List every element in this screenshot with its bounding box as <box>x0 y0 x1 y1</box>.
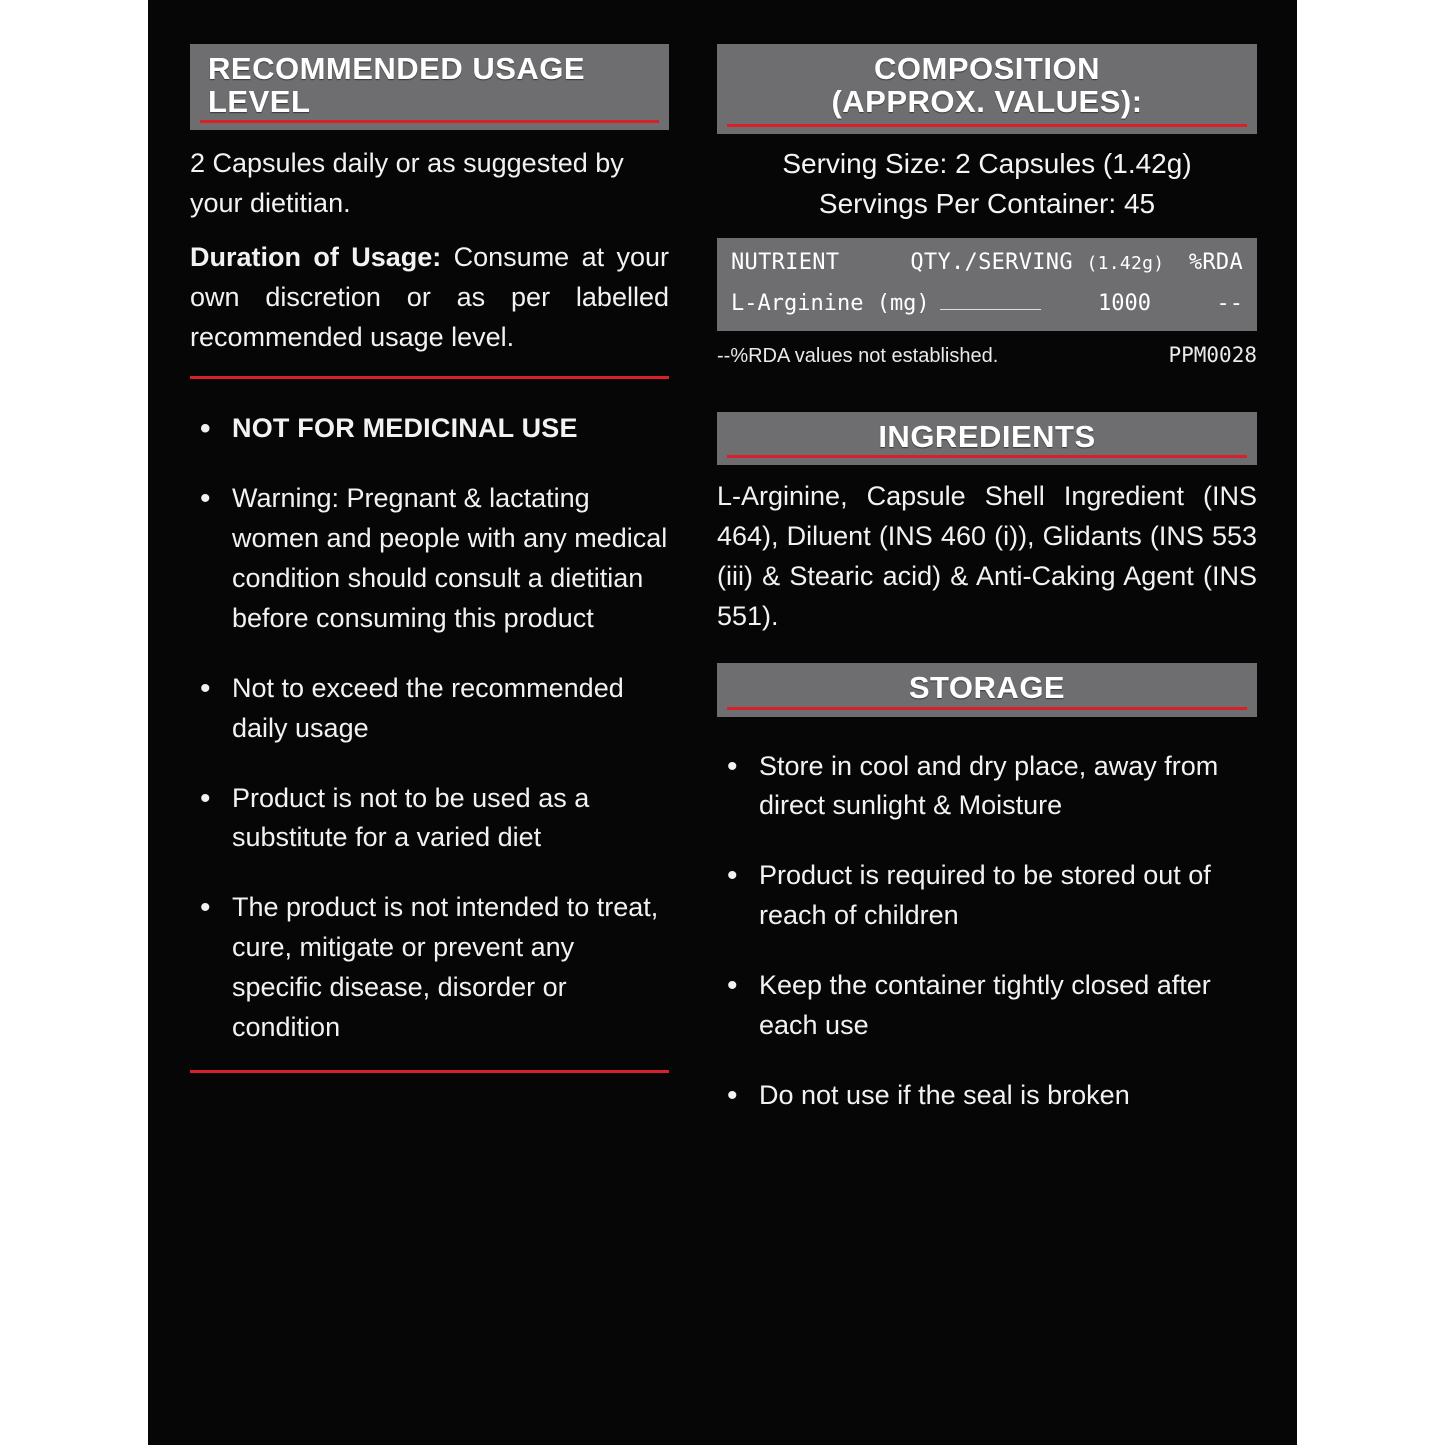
label-columns <box>148 0 1297 1445</box>
row-rda: -- <box>1216 290 1243 316</box>
warning-list <box>190 409 669 1048</box>
supplement-label-panel <box>148 0 1297 1445</box>
composition-title-line2: (APPROX. VALUES): <box>831 83 1143 119</box>
spacer <box>717 368 1257 412</box>
left-column <box>190 44 677 1415</box>
serving-info <box>717 144 1257 224</box>
table-footnote-row <box>717 343 1257 368</box>
spacer <box>717 637 1257 663</box>
list-item: • Not to exceed the recommended daily usage <box>190 669 669 749</box>
header-underline <box>727 124 1247 127</box>
right-column <box>717 44 1257 1415</box>
row-nutrient-name: L-Arginine (mg) <box>731 290 930 316</box>
divider-rule-top <box>190 376 669 379</box>
recommended-usage-title: RECOMMENDED USAGE LEVEL <box>208 51 586 119</box>
ingredients-text: L-Arginine, Capsule Shell Ingredient (INS 464), Diluent (INS 460 (i)), Glidants (INS 553 (iii) & Stearic acid) & Anti-Caking Agent (INS 551). <box>717 481 1257 631</box>
storage-header <box>717 663 1257 717</box>
header-underline <box>727 455 1247 458</box>
nutrient-table <box>717 238 1257 331</box>
duration-text: Consume at your own discretion or as per labelled recommended usage level. <box>190 242 669 352</box>
duration-paragraph <box>190 238 669 358</box>
product-code: PPM0028 <box>1168 342 1257 367</box>
recommended-usage-header <box>190 44 669 130</box>
composition-title-line1: COMPOSITION <box>874 51 1100 86</box>
composition-header <box>717 44 1257 134</box>
column-header-qty-label: QTY./SERVING <box>910 249 1073 275</box>
table-header-row <box>731 250 1243 275</box>
list-item: • Keep the container tightly closed after each use <box>717 966 1257 1046</box>
column-header-rda: %RDA <box>1188 249 1243 275</box>
header-underline <box>200 120 659 123</box>
column-header-nutrient: NUTRIENT <box>731 249 840 275</box>
list-item: • Product is required to be stored out of reach of children <box>717 856 1257 936</box>
storage-list <box>717 747 1257 1117</box>
duration-label: Duration of Usage: <box>190 242 442 272</box>
row-qty: 1000 <box>1098 290 1151 316</box>
list-item: • Product is not to be used as a substitute for a varied diet <box>190 779 669 859</box>
list-item: • Do not use if the seal is broken <box>717 1076 1257 1116</box>
row-leader-line <box>940 308 1041 310</box>
table-row <box>731 291 1243 317</box>
servings-per-container: Servings Per Container: 45 <box>818 187 1156 219</box>
column-header-qty <box>910 250 1164 275</box>
column-header-qty-unit: (1.42g) <box>1086 252 1165 274</box>
header-underline <box>727 707 1247 710</box>
storage-title: STORAGE <box>908 669 1066 705</box>
ingredients-header <box>717 412 1257 466</box>
ingredients-title: INGREDIENTS <box>878 418 1096 454</box>
list-item: • Warning: Pregnant & lactating women and people with any medical condition should consult a dietitian before consuming this product <box>190 479 669 639</box>
divider-rule-bottom <box>190 1070 669 1073</box>
rda-footnote: --%RDA values not established. <box>717 344 999 367</box>
list-item: • The product is not intended to treat, cure, mitigate or prevent any specific disease, disorder or condition <box>190 888 669 1048</box>
serving-size: Serving Size: 2 Capsules (1.42g) <box>782 148 1192 180</box>
usage-text: 2 Capsules daily or as suggested by your dietitian. <box>190 148 624 219</box>
list-item: • Store in cool and dry place, away from direct sunlight & Moisture <box>717 747 1257 827</box>
list-item: • NOT FOR MEDICINAL USE <box>190 409 669 449</box>
